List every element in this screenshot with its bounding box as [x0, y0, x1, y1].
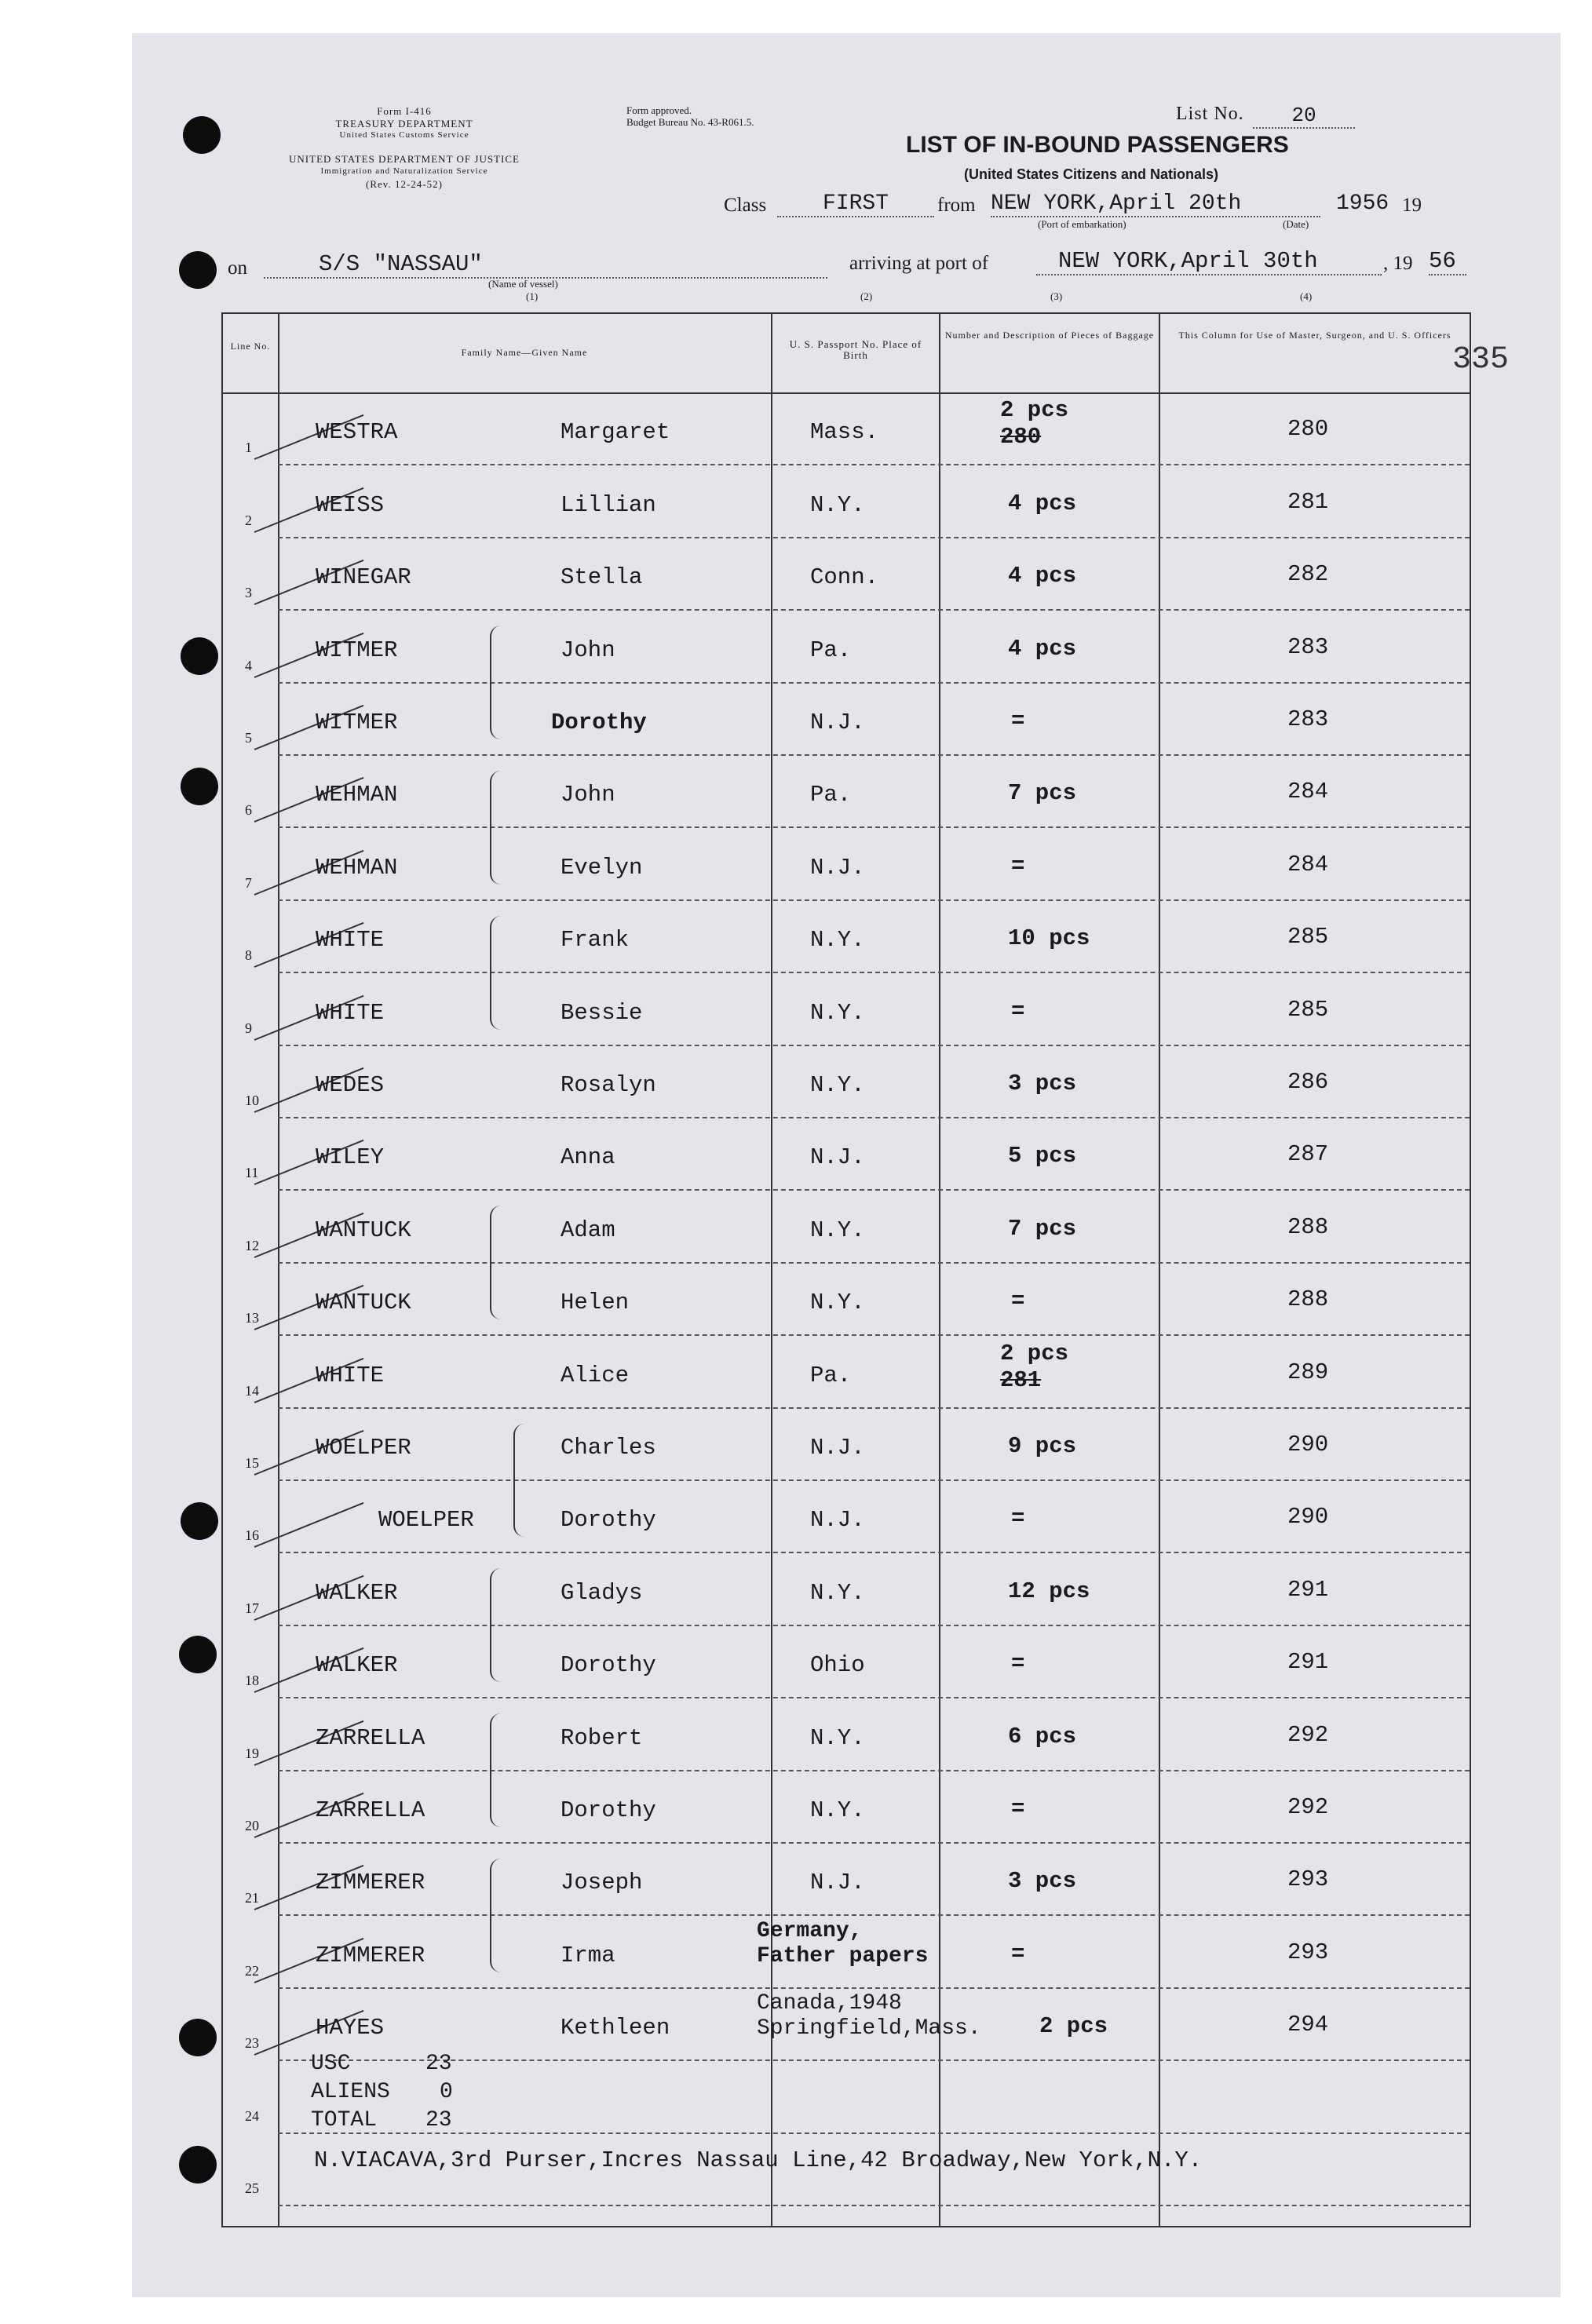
officer-number: 281	[1287, 488, 1329, 515]
punch-hole	[179, 2146, 217, 2184]
punch-hole	[181, 637, 218, 675]
given-name: Irma	[560, 1942, 615, 1968]
baggage-count: =	[1011, 1651, 1025, 1677]
family-bracket	[490, 916, 502, 1030]
given-name: Joseph	[560, 1870, 643, 1896]
caption-2: (2)	[860, 290, 873, 302]
list-no-label: List No.	[1176, 104, 1244, 124]
line-number: 18	[245, 1673, 259, 1689]
place-of-birth: Ohio	[810, 1652, 865, 1679]
table-row	[223, 1625, 1470, 1698]
table-row	[223, 1190, 1470, 1262]
baggage-count: 5 pcs	[1008, 1143, 1077, 1169]
officer-number: 282	[1287, 561, 1329, 588]
col-header-name: Family Name—Given Name	[461, 347, 588, 358]
caption-4: (4)	[1300, 290, 1313, 302]
date-caption: (Date)	[1283, 218, 1309, 230]
table-row	[223, 1915, 1470, 1987]
line-number: 25	[245, 2180, 259, 2196]
baggage-count: 7 pcs	[1008, 1215, 1077, 1242]
family-bracket	[490, 1568, 502, 1682]
line-number: 23	[245, 2035, 259, 2052]
passenger-table	[221, 312, 1471, 2227]
place-of-birth: N.Y.	[810, 927, 865, 954]
checkmark-tick	[254, 1502, 364, 1548]
place-of-birth: N.J.	[810, 709, 865, 735]
baggage-strikeout: 281	[1000, 1366, 1042, 1393]
officer-number: 283	[1287, 633, 1329, 660]
baggage-count: =	[1011, 1940, 1025, 1967]
officer-number: 284	[1287, 851, 1329, 877]
given-name: Helen	[560, 1290, 630, 1316]
given-name: Stella	[560, 564, 643, 591]
officer-number: 286	[1287, 1068, 1329, 1095]
place-of-birth: Pa.	[810, 782, 852, 808]
place-of-birth: Conn.	[810, 564, 879, 591]
family-name: WITMER	[316, 637, 398, 663]
family-name: WEDES	[316, 1071, 385, 1098]
given-name: Dorothy	[560, 1507, 656, 1534]
col-header-line: Line No.	[230, 341, 271, 352]
place-of-birth: N.Y.	[810, 1579, 865, 1606]
officer-number: 290	[1287, 1504, 1329, 1530]
place-of-birth: N.J.	[810, 1507, 865, 1534]
table-row	[223, 2060, 1470, 2132]
line-number: 2	[245, 512, 252, 528]
family-bracket	[490, 1206, 502, 1319]
given-name: Alice	[560, 1362, 630, 1388]
officer-number: 292	[1287, 1721, 1329, 1748]
given-name: Gladys	[560, 1579, 643, 1606]
officer-number: 285	[1287, 924, 1329, 950]
officer-number: 288	[1287, 1213, 1329, 1240]
total-label: TOTAL	[311, 2108, 378, 2132]
given-name: Dorothy	[560, 1797, 656, 1823]
baggage-count: =	[1011, 998, 1025, 1024]
family-name: WANTUCK	[316, 1217, 411, 1243]
table-row	[223, 1335, 1470, 1407]
line-number: 3	[245, 585, 252, 601]
justice-dept: UNITED STATES DEPARTMENT OF JUSTICE	[289, 153, 520, 165]
table-row	[223, 1771, 1470, 1843]
baggage-count: 9 pcs	[1008, 1432, 1077, 1459]
port-embarkation-caption: (Port of embarkation)	[1038, 218, 1126, 230]
baggage-count: 2 pcs	[1000, 1340, 1069, 1366]
place-of-birth: N.Y.	[810, 1071, 865, 1098]
baggage-strikeout: 280	[1000, 424, 1042, 451]
arrival-year-prefix: , 19	[1383, 253, 1413, 274]
document-subtitle: (United States Citizens and Nationals)	[964, 166, 1219, 182]
given-name: Margaret	[560, 419, 670, 446]
baggage-count: 4 pcs	[1008, 635, 1077, 662]
line-number: 16	[245, 1527, 259, 1544]
baggage-count: 12 pcs	[1008, 1578, 1090, 1604]
family-name: WHITE	[316, 1362, 385, 1388]
table-row	[223, 538, 1470, 610]
table-row	[223, 1118, 1470, 1190]
given-name: John	[560, 637, 615, 663]
baggage-count: =	[1011, 1288, 1025, 1315]
place-of-birth: N.J.	[810, 1434, 865, 1461]
family-name: WINEGAR	[316, 564, 411, 591]
row-divider	[278, 2205, 1470, 2206]
line-number: 15	[245, 1454, 259, 1471]
class-value: FIRST	[777, 192, 934, 217]
baggage-count: =	[1011, 1505, 1025, 1532]
officer-number: 293	[1287, 1866, 1329, 1893]
treasury-dept: TREASURY DEPARTMENT	[335, 118, 473, 130]
officer-number: 287	[1287, 1141, 1329, 1168]
family-name: WALKER	[316, 1579, 398, 1606]
family-name: WALKER	[316, 1652, 398, 1679]
form-number: Form I-416	[377, 105, 432, 117]
line-number: 7	[245, 874, 252, 891]
officer-number: 291	[1287, 1649, 1329, 1676]
table-row	[223, 1263, 1470, 1335]
family-name: ZARRELLA	[316, 1797, 425, 1823]
family-bracket	[490, 626, 502, 739]
year-prefix: 19	[1402, 195, 1422, 216]
line-number: 9	[245, 1020, 252, 1036]
arriving-label: arriving at port of	[849, 253, 989, 274]
line-number: 19	[245, 1745, 259, 1761]
given-name: Dorothy	[560, 1652, 656, 1679]
officer-number: 284	[1287, 779, 1329, 805]
col-header-baggage: Number and Description of Pieces of Baggage	[944, 330, 1155, 341]
family-bracket	[490, 1859, 502, 1972]
on-label: on	[228, 257, 247, 279]
place-of-birth: N.Y.	[810, 1797, 865, 1823]
officer-number: 292	[1287, 1793, 1329, 1820]
place-of-birth: N.Y.	[810, 999, 865, 1026]
table-row	[223, 683, 1470, 755]
place-of-birth: N.Y.	[810, 1217, 865, 1243]
place-of-birth: N.J.	[810, 854, 865, 881]
family-name: WOELPER	[316, 1434, 411, 1461]
place-of-birth: N.Y.	[810, 491, 865, 518]
baggage-count: =	[1011, 1795, 1025, 1822]
family-name: WHITE	[316, 999, 385, 1026]
family-name: WESTRA	[316, 419, 398, 446]
from-label: from	[937, 195, 976, 216]
page-number: 335	[1452, 342, 1510, 378]
table-row	[223, 465, 1470, 537]
punch-hole	[183, 116, 221, 154]
vessel-caption-num: (1)	[526, 290, 539, 302]
family-name: WEHMAN	[316, 854, 398, 881]
place-of-birth: Pa.	[810, 1362, 852, 1388]
family-name: WANTUCK	[316, 1290, 411, 1316]
place-of-birth: N.Y.	[810, 1290, 865, 1316]
line-number: 12	[245, 1237, 259, 1253]
from-value: NEW YORK,April 20th	[991, 192, 1320, 217]
given-name: Charles	[560, 1434, 656, 1461]
budget-bureau: Budget Bureau No. 43-R061.5.	[626, 116, 754, 128]
baggage-count: 4 pcs	[1008, 563, 1077, 589]
place-of-birth: Canada,1948 Springfield,Mass.	[757, 1991, 981, 2041]
family-name: ZIMMERER	[316, 1942, 425, 1968]
baggage-count: 7 pcs	[1008, 780, 1077, 807]
family-name: WEHMAN	[316, 782, 398, 808]
baggage-count: 2 pcs	[1039, 2013, 1108, 2040]
form-approved: Form approved.	[626, 104, 692, 116]
table-row	[223, 900, 1470, 972]
from-year: 1956	[1336, 192, 1389, 216]
col-header-passport: U. S. Passport No. Place of Birth	[789, 338, 922, 361]
family-bracket	[490, 1713, 502, 1827]
given-name: John	[560, 782, 615, 808]
aliens-value: 0	[440, 2080, 453, 2104]
arrival-value: NEW YORK,April 30th	[1036, 248, 1382, 275]
table-row	[223, 610, 1470, 682]
line-number: 11	[245, 1165, 259, 1181]
given-name: Robert	[560, 1724, 643, 1751]
family-name: WHITE	[316, 927, 385, 954]
line-number: 17	[245, 1600, 259, 1616]
family-name: WILEY	[316, 1144, 385, 1171]
line-number: 1	[245, 440, 252, 456]
given-name: Kethleen	[560, 2015, 670, 2041]
table-row	[223, 755, 1470, 827]
document-title: LIST OF IN-BOUND PASSENGERS	[906, 132, 1289, 158]
officer-number: 285	[1287, 996, 1329, 1023]
punch-hole	[179, 2019, 217, 2056]
given-name: Anna	[560, 1144, 615, 1171]
table-row	[223, 1988, 1470, 2060]
officer-number: 280	[1287, 416, 1329, 443]
line-number: 21	[245, 1890, 259, 1906]
customs-service: United States Customs Service	[339, 130, 469, 140]
given-name: Dorothy	[551, 709, 647, 735]
table-row	[223, 1045, 1470, 1118]
baggage-count: 3 pcs	[1008, 1070, 1077, 1096]
officer-number: 291	[1287, 1576, 1329, 1603]
family-bracket	[490, 771, 502, 885]
baggage-count: 4 pcs	[1008, 490, 1077, 516]
given-name: Bessie	[560, 999, 643, 1026]
table-row	[223, 1408, 1470, 1480]
line-number: 5	[245, 729, 252, 746]
table-row	[223, 1480, 1470, 1552]
punch-hole	[181, 1502, 218, 1540]
caption-3: (3)	[1050, 290, 1063, 302]
given-name: Frank	[560, 927, 630, 954]
line-number: 10	[245, 1092, 259, 1108]
line-number: 14	[245, 1382, 259, 1399]
family-name: HAYES	[316, 2015, 385, 2041]
family-name: WEISS	[316, 491, 385, 518]
usc-value: 23	[425, 2052, 452, 2076]
line-number: 6	[245, 802, 252, 819]
place-of-birth: N.J.	[810, 1870, 865, 1896]
officer-number: 293	[1287, 1939, 1329, 1965]
list-no-value: 20	[1253, 104, 1355, 129]
line-number: 4	[245, 657, 252, 673]
line-number: 24	[245, 2107, 259, 2124]
family-name: WITMER	[316, 709, 398, 735]
aliens-label: ALIENS	[311, 2080, 390, 2104]
officer-number: 289	[1287, 1359, 1329, 1385]
given-name: Evelyn	[560, 854, 643, 881]
family-name: ZARRELLA	[316, 1724, 425, 1751]
baggage-count: 2 pcs	[1000, 397, 1069, 424]
line-number: 20	[245, 1817, 259, 1833]
class-label: Class	[724, 195, 767, 216]
family-name: ZIMMERER	[316, 1870, 425, 1896]
line-number: 8	[245, 947, 252, 964]
place-of-birth: N.J.	[810, 1144, 865, 1171]
table-row	[223, 1552, 1470, 1625]
officer-number: 288	[1287, 1286, 1329, 1313]
vessel-value: S/S "NASSAU"	[264, 251, 827, 279]
baggage-count: =	[1011, 707, 1025, 734]
col-header-officers: This Column for Use of Master, Surgeon, and U. S. Officers	[1178, 330, 1451, 341]
usc-label: USC	[311, 2052, 351, 2076]
place-of-birth: N.Y.	[810, 1724, 865, 1751]
total-value: 23	[425, 2108, 452, 2132]
baggage-count: =	[1011, 852, 1025, 879]
table-row	[223, 392, 1470, 465]
place-of-birth: Pa.	[810, 637, 852, 663]
table-row	[223, 827, 1470, 899]
revision: (Rev. 12-24-52)	[366, 178, 443, 190]
punch-hole	[179, 1636, 217, 1673]
line-number: 13	[245, 1310, 259, 1326]
line-number: 22	[245, 1962, 259, 1979]
baggage-count: 3 pcs	[1008, 1868, 1077, 1895]
officer-number: 294	[1287, 2012, 1329, 2038]
family-name: WOELPER	[378, 1507, 474, 1534]
given-name: Rosalyn	[560, 1071, 656, 1098]
immigration-service: Immigration and Naturalization Service	[320, 166, 488, 176]
place-of-birth: Germany, Father papers	[757, 1918, 929, 1968]
table-row	[223, 972, 1470, 1045]
place-of-birth: Mass.	[810, 419, 879, 446]
purser-signature: N.VIACAVA,3rd Purser,Incres Nassau Line,42 Broadway,New York,N.Y.	[314, 2147, 1203, 2173]
arrival-year: 56	[1429, 248, 1466, 275]
given-name: Adam	[560, 1217, 615, 1243]
table-row	[223, 1698, 1470, 1770]
baggage-count: 10 pcs	[1008, 925, 1090, 952]
given-name: Lillian	[560, 491, 656, 518]
table-row	[223, 1843, 1470, 1915]
vessel-caption: (Name of vessel)	[488, 278, 558, 290]
officer-number: 290	[1287, 1431, 1329, 1458]
punch-hole	[181, 768, 218, 805]
officer-number: 283	[1287, 706, 1329, 732]
family-bracket	[513, 1424, 526, 1538]
punch-hole	[179, 251, 217, 289]
baggage-count: 6 pcs	[1008, 1723, 1077, 1749]
